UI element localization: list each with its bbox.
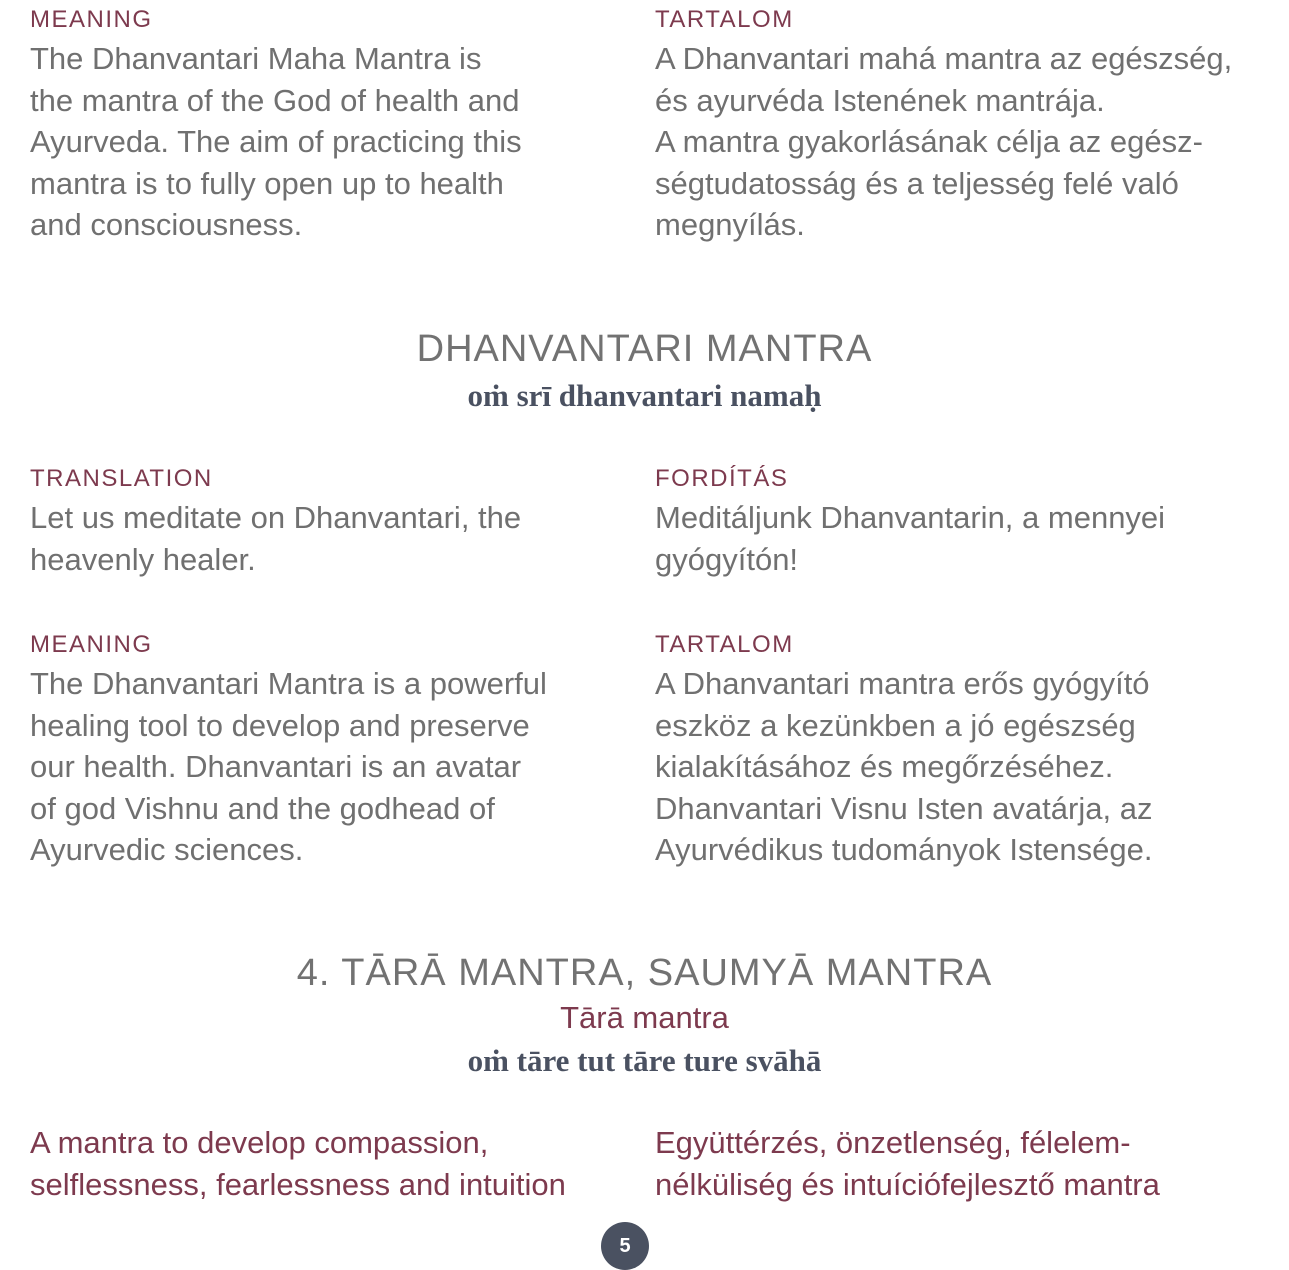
tartalom-block-hu-2 bbox=[655, 631, 1255, 871]
tartalom-text: A Dhanvantari mantra erős gyógyító eszköz a kezünkben a jó egészség kialakításához és megőrzéséhez. Dhanvantari Visnu Isten avatárja, az Ayurvédikus tudományok Istensége. bbox=[655, 666, 1153, 868]
meaning-block-en-2 bbox=[30, 631, 630, 871]
tara-text-hu: Együttérzés, önzetlenség, félelem- nélküliség és intuíciófejlesztő mantra bbox=[655, 1125, 1160, 1202]
page-number-badge: 5 bbox=[601, 1222, 649, 1270]
tara-mantra: oṁ tāre tut tāre ture svāhā bbox=[467, 1043, 822, 1078]
meaning-label: MEANING bbox=[30, 631, 153, 658]
translation-label: TRANSLATION bbox=[30, 465, 213, 492]
tartalom-block-hu-1 bbox=[655, 6, 1255, 246]
meaning-text: The Dhanvantari Mantra is a powerful healing tool to develop and preserve our health. Dhanvantari is an avatar of god Vishnu and the godhead of Ayurvedic sciences. bbox=[30, 666, 547, 868]
tara-text-en: A mantra to develop compassion, selflessness, fearlessness and intuition bbox=[30, 1125, 566, 1202]
dhanvantari-mantra: oṁ srī dhanvantari namaḥ bbox=[467, 378, 822, 413]
forditas-label: FORDÍTÁS bbox=[655, 465, 789, 492]
forditas-text: Meditáljunk Dhanvantarin, a mennyei gyógyítón! bbox=[655, 500, 1166, 577]
tara-description-hu bbox=[655, 1122, 1255, 1206]
tara-subtitle: Tārā mantra bbox=[560, 1000, 729, 1035]
dhanvantari-heading: DHANVANTARI MANTRA bbox=[416, 328, 873, 370]
tara-description-en bbox=[30, 1122, 630, 1206]
translation-block-hu bbox=[655, 465, 1255, 580]
tartalom-text: A Dhanvantari mahá mantra az egészség, és ayurvéda Istenének mantrája. A mantra gyakorlásának célja az egész- ségtudatosság és a teljesség felé való megnyílás. bbox=[655, 41, 1233, 243]
tartalom-label: TARTALOM bbox=[655, 6, 794, 33]
translation-block-en bbox=[30, 465, 630, 580]
meaning-text: The Dhanvantari Maha Mantra is the mantra of the God of health and Ayurveda. The aim of practicing this mantra is to fully open up to health and consciousness. bbox=[30, 41, 522, 243]
translation-text: Let us meditate on Dhanvantari, the heavenly healer. bbox=[30, 500, 522, 577]
tartalom-label: TARTALOM bbox=[655, 631, 794, 658]
meaning-block-en-1 bbox=[30, 6, 630, 246]
meaning-label: MEANING bbox=[30, 6, 153, 33]
tara-heading: 4. TĀRĀ MANTRA, SAUMYĀ MANTRA bbox=[296, 952, 993, 994]
